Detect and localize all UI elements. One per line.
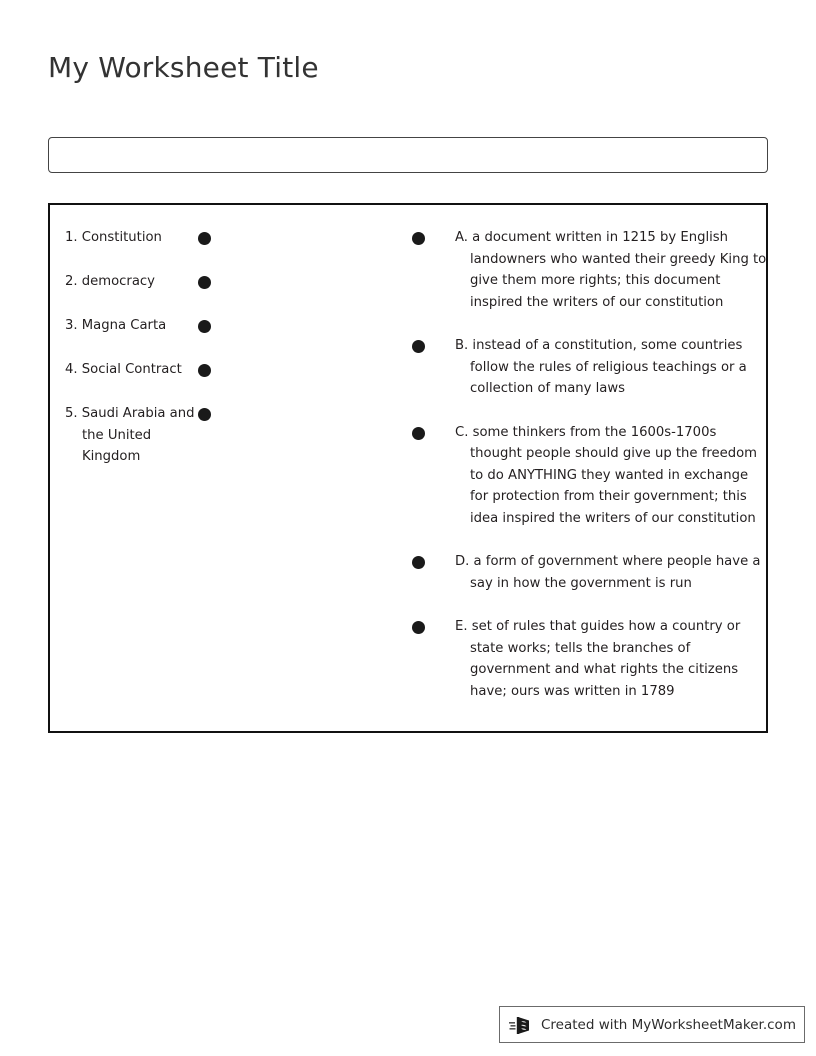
term-item[interactable]	[65, 227, 255, 249]
term-label: 3. Magna Carta	[65, 318, 167, 333]
page-title: My Worksheet Title	[48, 51, 319, 84]
definition-label: A. a document written in 1215 by English landowners who wanted their greedy King to give them more rights; this document inspired the writers of our constitution	[455, 230, 767, 310]
definition-label: D. a form of government where people have a say in how the government is run	[455, 554, 761, 591]
term-item[interactable]	[65, 359, 255, 381]
term-label: 5. Saudi Arabia and the United Kingdom	[65, 406, 195, 464]
student-name-input[interactable]	[48, 137, 768, 173]
matching-exercise-box	[48, 203, 768, 733]
definition-match-dot[interactable]	[412, 621, 425, 634]
matching-columns	[50, 205, 766, 731]
terms-column	[65, 227, 255, 490]
definition-match-dot[interactable]	[412, 232, 425, 245]
definition-match-dot[interactable]	[412, 340, 425, 353]
term-match-dot[interactable]	[198, 276, 211, 289]
term-match-dot[interactable]	[198, 408, 211, 421]
term-match-dot[interactable]	[198, 364, 211, 377]
definition-match-dot[interactable]	[412, 556, 425, 569]
term-match-dot[interactable]	[198, 320, 211, 333]
term-label: 4. Social Contract	[65, 362, 182, 377]
created-with-badge[interactable]	[499, 1006, 805, 1043]
definition-label: E. set of rules that guides how a country or state works; tells the branches of government and what rights the citizens have; ours was written in 1789	[455, 619, 741, 699]
term-item[interactable]	[65, 315, 255, 337]
term-label: 2. democracy	[65, 274, 155, 289]
definition-item[interactable]	[406, 422, 756, 530]
definition-item[interactable]	[406, 551, 761, 594]
term-label: 1. Constitution	[65, 230, 162, 245]
term-item[interactable]	[65, 403, 255, 468]
definition-label: C. some thinkers from the 1600s-1700s thought people should give up the freedom to do ANYTHING they wanted in exchange for protection from their government; this idea inspired the writers of our constitution	[455, 424, 758, 526]
definition-item[interactable]	[406, 335, 756, 400]
definitions-column	[406, 227, 767, 724]
definition-match-dot[interactable]	[412, 427, 425, 440]
definition-item[interactable]	[406, 227, 767, 313]
term-item[interactable]	[65, 271, 255, 293]
definition-item[interactable]	[406, 616, 756, 702]
worksheet-maker-logo-icon	[509, 1013, 535, 1037]
term-match-dot[interactable]	[198, 232, 211, 245]
badge-label: Created with MyWorksheetMaker.com	[541, 1016, 796, 1033]
definition-label: B. instead of a constitution, some countries follow the rules of religious teachings or a collection of many laws	[455, 338, 747, 396]
